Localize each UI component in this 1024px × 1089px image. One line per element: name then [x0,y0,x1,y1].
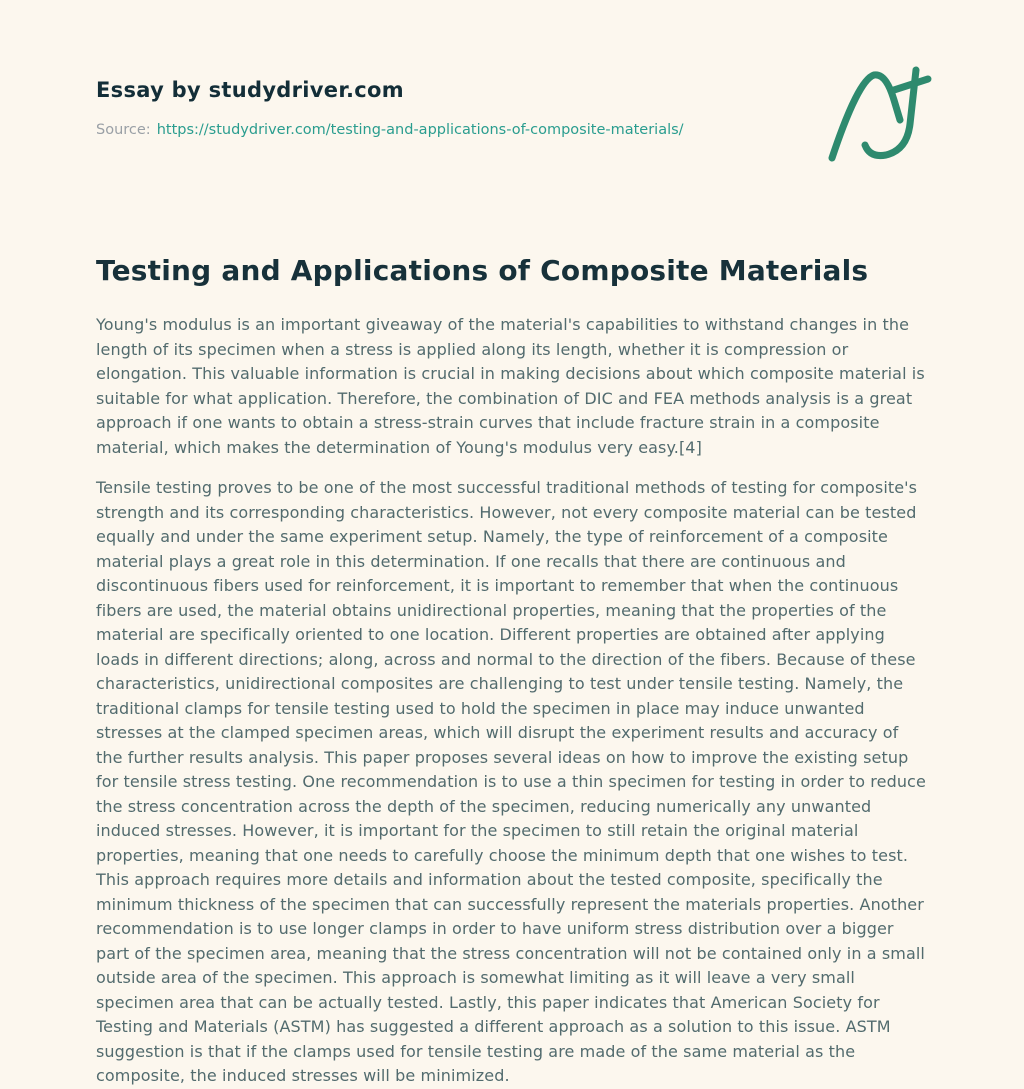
article-paragraph-2: Tensile testing proves to be one of the most successful traditional methods of testing for composite's strength and its corresponding characteristics. However, not every composite material can be tested equally and under the same experiment setup. Namely, the type of reinforcement of a composite material plays a great role in this determination. If one recalls that there are continuous and discontinuous fibers used for reinforcement, it is important to remember that when the continuous fibers are used, the material obtains unidirectional properties, meaning that the properties of the material are specifically oriented to one location. Different properties are obtained after applying loads in different directions; along, across and normal to the direction of the fibers. Because of these characteristics, unidirectional composites are challenging to test under tensile testing. Namely, the traditional clamps for tensile testing used to hold the specimen in place may induce unwanted stresses at the clamped specimen areas, which will disrupt the experiment results and accuracy of the further results analysis. This paper proposes several ideas on how to improve the existing setup for tensile stress testing. One recommendation is to use a thin specimen for testing in order to reduce the stress concentration across the depth of the specimen, reducing numerically any unwanted induced stresses. However, it is important for the specimen to still retain the original material properties, meaning that one needs to carefully choose the minimum depth that one wishes to test. This approach requires more details and information about the tested composite, specifically the minimum thickness of the specimen that can successfully represent the materials properties. Another recommendation is to use longer clamps in order to have uniform stress distribution over a bigger part of the specimen area, meaning that the stress concentration will not be contained only in a small outside area of the specimen. This approach is somewhat limiting as it will leave a very small specimen area that can be actually tested. Lastly, this paper indicates that American Society for Testing and Materials (ASTM) has suggested a different approach as a solution to this issue. ASTM suggestion is that if the clamps used for tensile testing are made of the same material as the composite, the induced stresses will be minimized. [96,478,926,1085]
source-line [96,122,930,138]
source-label: Source: [96,122,151,138]
article-title: Testing and Applications of Composite Materials [96,254,869,287]
essay-byline: Essay by studydriver.com [96,78,404,102]
studydriver-logo-icon [824,66,934,166]
source-url-link[interactable]: https://studydriver.com/testing-and-applications-of-composite-materials/ [156,122,684,138]
article-body [96,313,930,1089]
article-paragraph-1: Young's modulus is an important giveaway of the material's capabilities to withstand changes in the length of its specimen when a stress is applied along its length, whether it is compression or elongation. This valuable information is crucial in making decisions about which composite material is suitable for what application. Therefore, the combination of DIC and FEA methods analysis is a great approach if one wants to obtain a stress-strain curves that include fracture strain in a composite material, which makes the determination of Young's modulus very easy.[4] [96,315,925,457]
